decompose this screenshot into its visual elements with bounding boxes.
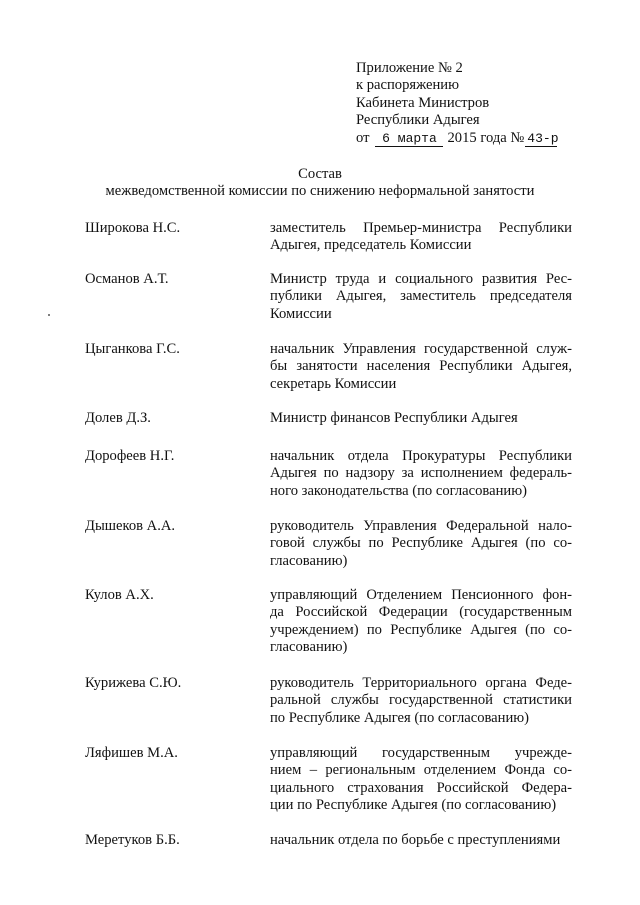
member-role-line: говой службы по Республике Адыгея (по со- (270, 535, 572, 552)
member-role-line: управляющий Отделением Пенсионного фон- (270, 587, 572, 603)
member-role-line: секретарь Комиссии (270, 375, 397, 392)
scan-speck (48, 314, 50, 316)
member-role-line: руководитель Управления Федеральной нало- (270, 518, 572, 534)
member-role (270, 587, 572, 657)
document-title (0, 166, 640, 201)
member-role (270, 675, 572, 727)
document-number: 43-р (527, 130, 559, 146)
member-role-line: по Республике Адыгея (по согласованию) (270, 709, 530, 726)
member-role-line: управляющий государственным учрежде- (270, 745, 572, 761)
member-role-line: начальник отдела Прокуратуры Республики (270, 448, 572, 464)
appendix-line: к распоряжению (356, 77, 459, 94)
member-role-line: ного законодательства (по согласованию) (270, 482, 527, 499)
title-line-2: межведомственной комиссии по снижению неформальной занятости (105, 183, 535, 200)
member-role-line: Адыгея по надзору за исполнением федераль- (270, 465, 572, 482)
member-role-line: нием – региональным отделением Фонда со- (270, 762, 572, 779)
member-role-line: да Российской Федерации (государственным (270, 604, 572, 621)
member-role-line: учреждением) по Республике Адыгея (по со- (270, 621, 572, 638)
member-role-line: начальник Управления государственной служ- (270, 341, 572, 357)
member-role-line: Комиссии (270, 305, 332, 322)
member-name: Османов А.Т. (85, 271, 169, 287)
member-name: Меретуков Б.Б. (85, 832, 180, 848)
member-name: Цыганкова Г.С. (85, 341, 180, 357)
title-line-1: Состав (298, 166, 342, 182)
date-suffix: 2015 года № (447, 129, 525, 146)
member-role-line: ции по Республике Адыгея (по согласованию) (270, 797, 557, 814)
appendix-date-line (356, 130, 596, 147)
member-role (270, 518, 572, 570)
member-name: Широкова Н.С. (85, 220, 181, 236)
member-role-line: ральной службы государственной статистики (270, 692, 572, 709)
member-role-line: Министр труда и социального развития Рес- (270, 271, 572, 287)
appendix-line: Приложение № 2 (356, 60, 463, 76)
appendix-line: Кабинета Министров (356, 94, 490, 111)
member-role-line: циального страхования Российской Федера- (270, 779, 572, 796)
member-name: Долев Д.З. (85, 410, 151, 426)
member-role-line: начальник отдела по борьбе с преступлениями (270, 832, 561, 848)
member-role-line: гласованию) (270, 639, 348, 656)
member-role (270, 410, 572, 427)
date-value: 6 марта (375, 132, 443, 147)
member-role-line: бы занятости населения Республики Адыгея, (270, 358, 572, 375)
member-role (270, 745, 572, 815)
member-role-line: публики Адыгея, заместитель председателя (270, 288, 572, 305)
member-role (270, 341, 572, 393)
member-role-line: гласованию) (270, 552, 348, 569)
member-role-line: заместитель Премьер-министра Республики (270, 220, 572, 236)
member-name: Ляфишев М.А. (85, 745, 178, 761)
member-role (270, 448, 572, 500)
member-role-line: руководитель Территориального органа Феде- (270, 675, 572, 691)
appendix-line: Республики Адыгея (356, 112, 480, 129)
member-name: Дышеков А.А. (85, 518, 176, 534)
member-name: Кулов А.Х. (85, 587, 154, 603)
appendix-header (356, 60, 596, 147)
member-name: Дорофеев Н.Г. (85, 448, 175, 464)
member-role (270, 220, 572, 255)
member-role (270, 832, 572, 849)
member-role (270, 271, 572, 323)
member-name: Курижева С.Ю. (85, 675, 182, 691)
date-prefix: от (356, 129, 370, 146)
member-role-line: Министр финансов Республики Адыгея (270, 410, 518, 426)
member-role-line: Адыгея, председатель Комиссии (270, 237, 472, 254)
